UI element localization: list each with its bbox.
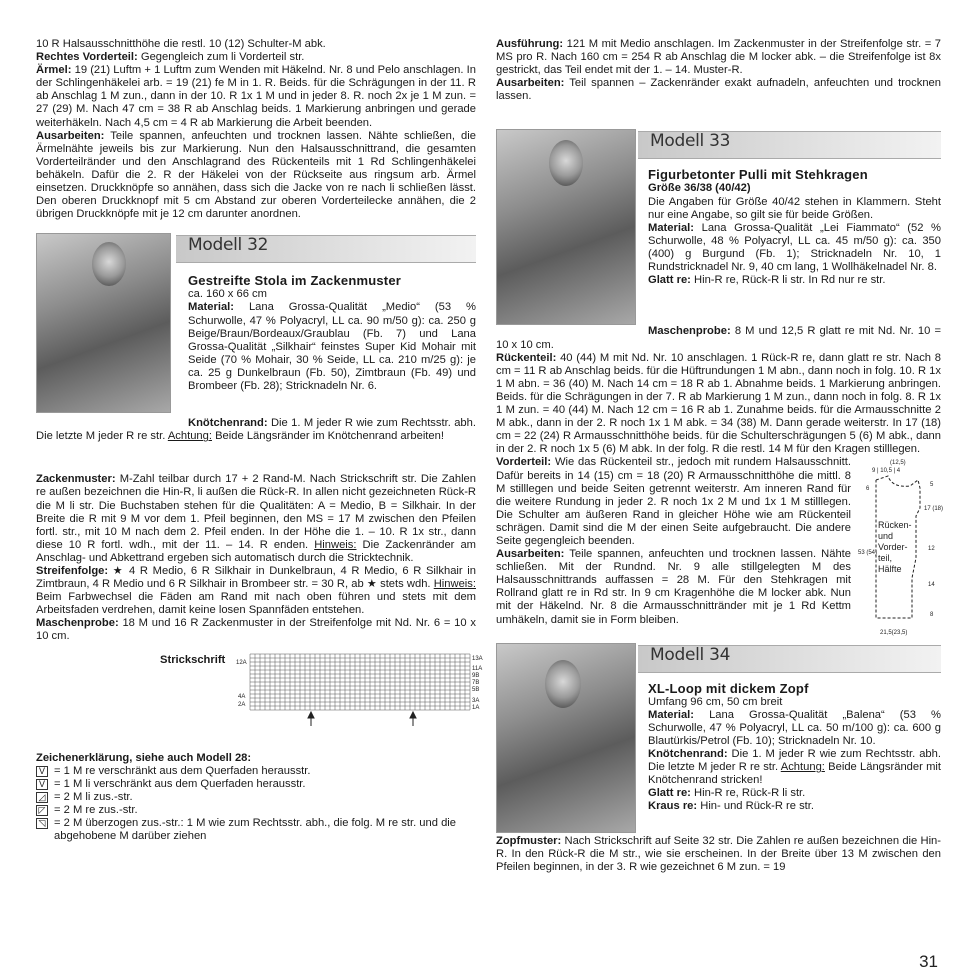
modell-32-paragraph-1: Streifenfolge: ★ 4 R Medio, 6 R Silkhair in Dunkelbraun, 4 R Medio, 6 R Silkhair in Zimtbraun, 4 R Medio und 6 R Silkhair in Brombeer str. = 30 R, ab ★ stets wdh. Hinweis: Beim Farbwechsel die Fäden am Rand mit nach oben führen und stets mit dem Arbeitsfaden verdrehen, damit keine losen Spannfäden entstehen.: [36, 564, 476, 617]
legend-title: Zeichenerklärung, siehe auch Modell 28:: [36, 751, 252, 764]
diagram-top-dims: 9 | 10,5 | 4: [872, 468, 901, 475]
diagram-right-12: 12: [928, 546, 935, 553]
modell-32-size: ca. 160 x 66 cm: [188, 288, 267, 301]
modell-33-size: Größe 36/38 (40/42): [648, 182, 751, 195]
chart-row-label-13a: 13A: [472, 655, 483, 662]
modell-32-material: Material: Lana Grossa-Qualität „Medio“ (53 % Schurwolle, 47 % Polyacryl, LL ca. 90 m/50 g): ca. 250 g Beige/Braun/Bordeaux/Graublau (Fb. 7) und Lana Grossa-Qualität „Silkhair“ feinstes Super Kid Mohair mit Seide (70 % Mohair, 30 % Seide, LL ca. 210 m/25 g): je ca. 25 g Dunkelbraun (Fb. 50), Zimtbraun (Fb. 49) und Brombeer (Fb. 28); Stricknadeln Nr. 6.: [188, 301, 476, 392]
modell-34-material: Material: Lana Grossa-Qualität „Balena“ (53 % Schurwolle, 47 % Polyacryl, LL ca. 50 m/100 g): ca. 600 g Blautürkis/Petrol (Fb. 10); Stricknadeln Nr. 10.: [648, 708, 941, 747]
modell-34-photo: [496, 643, 636, 833]
modell-32-banner: [176, 235, 476, 263]
modell-33-glatt: Glatt re: Hin-R re, Rück-R li str. In Rd nur re str.: [648, 274, 886, 287]
strickschrift-block: [36, 652, 483, 744]
legend: [36, 752, 476, 844]
legend-symbol-icon: ◿: [36, 792, 48, 803]
diagram-center-2: und: [878, 531, 894, 542]
modell-32-banner-label: Modell 32: [188, 235, 269, 256]
diagram-center-4: teil,: [878, 553, 893, 564]
chart-row-label-2a: 2A: [238, 701, 246, 708]
chart-row-label-7b: 7B: [472, 679, 480, 686]
left-intro-paragraph-2: Ärmel: 19 (21) Luftm + 1 Luftm zum Wenden mit Häkelnd. Nr. 8 und Pelo anschlagen. In der Schlingenhäkelei arb. = 19 (21) fe M in 1. R. Beids. für die Schrägungen in der 11. R ab Anschlag 1 M zun., dann in der 10. R 1x 1 M und in jeder 8. R. noch 2x je 1 M zun. = 27 (29) M. Nach 47 cm = 38 R ab Anschlag beids. 1 Markierung anbringen und gerade weiterhäkeln. Nach 4,5 cm = 4 R ab Markierung die Arbeit beenden.: [36, 64, 476, 129]
legend-text: = 1 M re verschränkt aus dem Querfaden herausstr.: [54, 764, 311, 777]
left-intro-paragraph-3: Ausarbeiten: Teile spannen, anfeuchten und trocknen lassen. Nähte schließen, die Ärmelnähte jeweils bis zur Markierung. Nun den Halsausschnittrand, die gesamten Vorderteilränder und den Anschlagrand des Rückenteils mit 1 Rd Schlingenhäkelei behäkeln. Dafür die 2. R der Häkelei von der Rückseite aus ringsum arb. Ärmel einsetzen. Druckknöpfe so annähen, dass sich die Jacke von re nach li schließen lässt. Den oberen Druckknopf mit 5 cm Abstand zur oberen Vorderteilecke annähen, die 2 übrigen Druckknöpfe mit je 12 cm darunter anordnen.: [36, 129, 476, 221]
diagram-bottom: 21,5(23,5): [880, 630, 908, 637]
legend-item: [36, 778, 476, 791]
chart-row-label-1a: 1A: [472, 704, 480, 711]
modell-33-section: [496, 129, 941, 331]
modell-34-section: [496, 643, 941, 835]
chart-row-label-11a: 11A: [472, 665, 483, 672]
modell-34-banner: [638, 645, 941, 673]
diagram-center-5: Hälfte: [878, 564, 902, 575]
diagram-left-top: 6: [866, 486, 870, 493]
modell-33-rueckenteil: Rückenteil: 40 (44) M mit Nd. Nr. 10 anschlagen. 1 Rück-R re, dann glatt re str. Nach 8 cm = 11 R ab Anschlag beids. für die Hüftrundungen 1 M abn., dann noch in folg. 10. R 1x 1 M abn. = 36 (40) M. Nach 14 cm = 18 R ab 1. Abnahme beids. 1 Markierung anbringen. Beids. für die Schrägungen in der 7. R ab Markierung 1 M zun., dann noch in folg. 8. R 1x 1 M zun. = 40 (44) M. Nach 12 cm = 16 R ab 1. Zunahme beids. für die Armausschnitte 2 M abk., dann in der 2. R noch 1x 1 M abk. = 34 (38) M. Dann gerade weiterstr. In 17 (18) cm = 22 (24) R Armausschnitthöhe beids. für die Schulterschrägungen 5 (6) M abk., dann in der 2. R noch 1x 5 (6) M abk. In der folg. R die restl. 14 M für den Kragen stilllegen.: [496, 351, 941, 456]
diagram-right-14: 14: [928, 582, 935, 589]
legend-text: = 1 M li verschränkt aus dem Querfaden herausstr.: [54, 777, 306, 790]
ausfuehrung-text: Ausführung: 121 M mit Medio anschlagen. Im Zackenmuster in der Streifenfolge str. = 7 MS pro R. Nach 160 cm = 254 R ab Anschlag die M locker abk. – die Streifenfolge ist 8x gestrickt, das Teil endet mit der 1. – 14. Muster-R.: [496, 38, 941, 77]
legend-symbol-icon: ◸: [36, 805, 48, 816]
modell-32-paragraph-2: Maschenprobe: 18 M und 16 R Zackenmuster in der Streifenfolge mit Nd. Nr. 6 = 10 x 10 cm.: [36, 617, 476, 643]
diagram-left-mid: 53 (54): [858, 550, 878, 557]
chart-row-label-3a: 3A: [472, 697, 480, 704]
modell-34-size: Umfang 96 cm, 50 cm breit: [648, 695, 783, 708]
chart-row-label-12a: 12A: [236, 659, 247, 666]
diagram-center-1: Rücken-: [878, 520, 912, 531]
modell-32-section: [36, 233, 476, 479]
modell-33-schnitt-diagram: [858, 458, 944, 638]
diagram-right-5: 5: [930, 482, 934, 489]
diagram-right-17: 17 (18): [924, 506, 944, 513]
modell-33-probe: Maschenprobe: 8 M und 12,5 R glatt re mit Nd. Nr. 10 = 10 x 10 cm.: [496, 325, 941, 351]
modell-32-paragraphs: [36, 473, 476, 643]
modell-32-title: Gestreifte Stola im Zackenmuster: [188, 273, 402, 289]
modell-33-banner-label: Modell 33: [650, 131, 731, 152]
modell-33-title: Figurbetonter Pulli mit Stehkragen: [648, 167, 868, 183]
modell-33-size-note: Die Angaben für Größe 40/42 stehen in Klammern. Steht nur eine Angabe, so gilt sie für beide Größen.: [648, 195, 941, 221]
modell-33-material: Material: Lana Grossa-Qualität „Lei Fiammato“ (52 % Schurwolle, 48 % Polyacryl, LL ca. 45 m/50 g): ca. 350 (400) g Burgund (Fb. 1); Stricknadeln Nr. 10, 1 Rundstricknadel Nr. 9, 40 cm lang, 1 Wollhäkelnadel Nr. 8.: [648, 221, 941, 274]
legend-symbol-icon: ◹: [36, 818, 48, 829]
chart-row-label-9b: 9B: [472, 672, 480, 679]
modell-34-banner-label: Modell 34: [650, 644, 731, 665]
ausarbeiten-text: Ausarbeiten: Teil spannen – Zackenränder exakt aufnadeln, anfeuchten und trocknen lassen.: [496, 77, 941, 103]
legend-symbol-icon: V: [36, 779, 48, 790]
modell-34-title: XL-Loop mit dickem Zopf: [648, 680, 809, 696]
modell-34-kraus: Kraus re: Hin- und Rück-R re str.: [648, 800, 815, 813]
modell-33-ausarbeiten: Ausarbeiten: Teile spannen, anfeuchten und trocknen lassen. Nähte schließen. Mit der Rundnd. Nr. 9 alle stillgelegten M des Halsausschnittrands auffassen = 28 M. Für den Stehkragen mit Rollrand glatt re in Rd str. In 9 cm Kragenhöhe die M locker abk. Nun mit der Häkelnd. Nr. 8 die Armausschnittränder mit je 1 Rd Kettm umhäkeln, damit sie in Form bleiben.: [496, 548, 851, 626]
legend-text: = 2 M überzogen zus.-str.: 1 M wie zum Rechtsstr. abh., die folg. M re str. und die abgehobene M darüber ziehen: [54, 817, 456, 843]
modell-34-glatt: Glatt re: Hin-R re, Rück-R li str.: [648, 787, 806, 800]
legend-item: [36, 817, 476, 843]
modell-32-knot: Knötchenrand: Die 1. M jeder R wie zum Rechtsstr. abh. Die letzte M jeder R re str. Achtung: Beide Längsränder im Knötchenrand arbeiten!: [36, 417, 476, 443]
modell-33-banner: [638, 131, 941, 159]
diagram-top-label: (12,5): [890, 460, 906, 467]
legend-item: [36, 804, 476, 817]
left-intro-paragraph-1: Rechtes Vorderteil: Gegengleich zum li Vorderteil str.: [36, 51, 305, 64]
legend-item: [36, 791, 476, 804]
page-number: 31: [919, 952, 938, 971]
modell-32-paragraph-0: Zackenmuster: M-Zahl teilbar durch 17 + 2 Rand-M. Nach Strickschrift str. Die Zahlen re außen bezeichnen die Hin-R, li außen die Rück-R. In allen nicht gezeichneten Rück-R die M li str. Die Buchstaben stehen für die Qualitäten: A = Medio, B = Silkhair. In der Breite die R mit 9 M vor dem 1. Pfeil beginnen, den MS = 17 M zwischen den Pfeilen fortl. str., mit 10 M nach dem 2. Pfeil enden. In der Höhe die 1. – 10. R 1x str., dann diese 10 R fortl. wdh., mit der 11. – 14. R enden. Hinweis: Die Zackenränder am Anschlag- und Abkettrand ergeben sich automatisch durch die Stricktechnik.: [36, 473, 476, 564]
modell-34-zopf: Zopfmuster: Nach Strickschrift auf Seite 32 str. Die Zahlen re außen bezeichnen die Hin-R. In den Rück-R die M str., wie sie erscheinen. In der Breite über 13 M zwischen den Pfeilen beginnen, in der 3. R wie gezeichnet 6 M zun. = 19: [496, 834, 941, 873]
left-column: [36, 38, 483, 843]
modell-33-vorderteil: Vorderteil: Wie das Rückenteil str., jedoch mit rundem Halsausschnitt. Dafür bereits in 14 (15) cm = 18 (20) R Armausschnitthöhe die mittl. 8 M stilllegen und beide Seiten getrennt weiterstr. Am inneren Rand für die weitere Rundung in jeder 2. R noch 1x 2 M und 1x 1 M stilllegen. Die Schulter am äußeren Rand in gleicher Höhe wie am Rückenteil schrägen. Damit sind die M der einen Seite aufgebraucht. Die andere Seite gegengleich beenden.: [496, 456, 851, 547]
chart-row-label-4a: 4A: [238, 693, 246, 700]
legend-text: = 2 M re zus.-str.: [54, 803, 138, 816]
modell-32-photo: [36, 233, 171, 413]
right-column: [496, 38, 944, 874]
legend-text: = 2 M li zus.-str.: [54, 790, 133, 803]
strickschrift-chart: [236, 652, 496, 740]
chart-row-label-5b: 5B: [472, 686, 480, 693]
modell-34-knot: Knötchenrand: Die 1. M jeder R wie zum Rechtsstr. abh. Die letzte M jeder R re str. Achtung: Beide Längsränder mit Knötchenrand stricken!: [648, 748, 941, 787]
diagram-center-3: Vorder-: [878, 542, 908, 553]
legend-symbol-icon: V: [36, 766, 48, 777]
diagram-right-8: 8: [930, 612, 934, 619]
strickschrift-label: Strickschrift: [160, 653, 226, 666]
legend-item: [36, 765, 476, 778]
left-intro-text: [36, 38, 476, 221]
left-intro-paragraph-0: 10 R Halsausschnitthöhe die restl. 10 (12) Schulter-M abk.: [36, 38, 326, 50]
modell-33-photo: [496, 129, 636, 325]
